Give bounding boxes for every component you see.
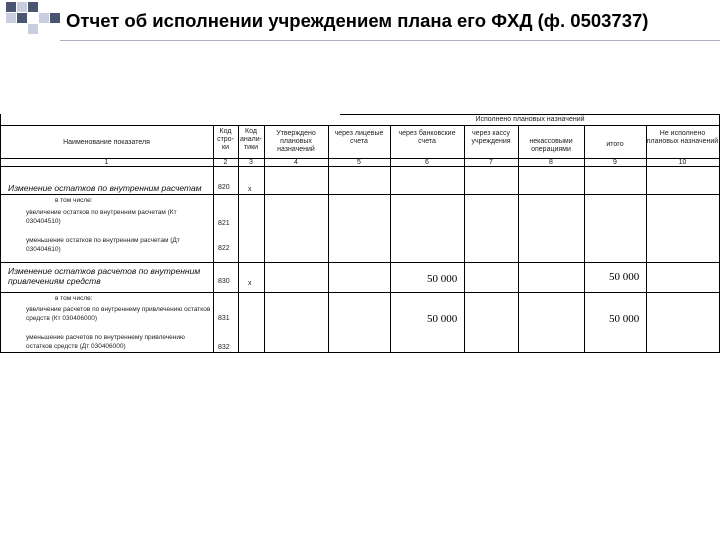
- col-header-non-cash: некассовыми операциями: [529, 138, 573, 153]
- col-num-2: 2: [223, 159, 228, 166]
- col-header-cash-desk: через кассу учреждения: [471, 130, 511, 145]
- row-831-bank-accounts-value: 50 000: [427, 313, 458, 325]
- row-831-total-value: 50 000: [609, 313, 640, 325]
- row-822-code: 822: [218, 245, 230, 252]
- col-num-1: 1: [104, 159, 109, 166]
- col-num-6: 6: [425, 159, 429, 166]
- row-incl-label-1: в том числе:: [55, 197, 93, 204]
- col-header-row-code: Код стро- ки: [217, 128, 234, 151]
- col-num-7: 7: [489, 159, 493, 166]
- row-821-name: увеличение остатков по внутренним расчетам (Кт 030404510): [26, 209, 177, 225]
- row-820-code: 820: [218, 184, 230, 191]
- col-header-approved: Утверждено плановых назначений: [276, 130, 316, 153]
- row-830-total-value: 50 000: [609, 271, 640, 283]
- row-832-name: уменьшение расчетов по внутреннему привлечению остатков средств (Дт 030406000): [26, 334, 185, 350]
- row-820-analytics: x: [248, 186, 252, 193]
- row-830-bank-accounts-value: 50 000: [427, 273, 458, 285]
- col-num-10: 10: [678, 159, 687, 166]
- row-822-name: уменьшение остатков по внутренним расчетам (Дт 030404610): [26, 237, 180, 253]
- col-num-3: 3: [249, 159, 253, 166]
- row-831-code: 831: [218, 315, 230, 322]
- col-header-bank-accounts: через банковские счета: [398, 130, 456, 145]
- col-num-9: 9: [613, 159, 617, 166]
- col-num-8: 8: [549, 159, 553, 166]
- col-header-total: итого: [606, 141, 624, 148]
- col-header-personal-accounts: через лицевые счета: [334, 130, 384, 145]
- col-num-4: 4: [294, 159, 298, 166]
- header-group-executed: Исполнено плановых назначений: [475, 116, 585, 123]
- row-831-name: увеличение расчетов по внутреннему привлечению остатков средств (Кт 030406000): [26, 306, 211, 322]
- page-title: Отчет об исполнении учреждением плана его ФХД (ф. 0503737): [66, 10, 649, 31]
- row-incl-label-2: в том числе:: [55, 295, 93, 302]
- row-821-code: 821: [218, 220, 230, 227]
- col-header-name: Наименование показателя: [63, 139, 150, 146]
- row-832-code: 832: [218, 344, 230, 351]
- col-header-not-executed: Не исполнено плановых назначений: [646, 130, 719, 145]
- col-num-5: 5: [357, 159, 361, 166]
- row-830-code: 830: [218, 278, 230, 285]
- row-830-name: Изменение остатков расчетов по внутренним привлечениям средств: [8, 266, 201, 286]
- row-820-name: Изменение остатков по внутренним расчетам: [8, 183, 202, 193]
- row-830-analytics: x: [248, 280, 252, 287]
- col-header-analytics-code: Код анали- тики: [240, 128, 262, 151]
